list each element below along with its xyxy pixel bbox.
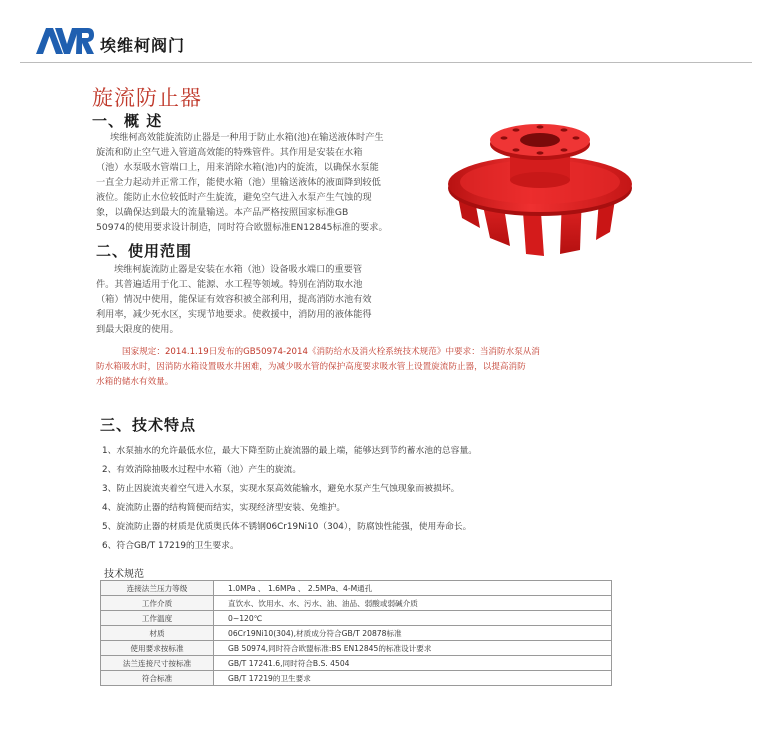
scope-paragraph — [96, 262, 416, 337]
table-row — [101, 626, 612, 641]
spec-table-title: 技术规范 — [104, 569, 144, 580]
table-row — [101, 656, 612, 671]
regulation-notice — [96, 345, 596, 390]
section-title-overview: 一、概 述 — [92, 112, 163, 130]
company-name: 埃维柯阀门 — [100, 36, 186, 55]
spec-key: 符合标准 — [101, 671, 214, 686]
scope-line: 件。其普遍适用于化工、能源、水工程等领域。特别在消防取水池 — [96, 279, 363, 290]
spec-value: 1.0MPa 、 1.6MPa 、 2.5MPa、4-M通孔 — [214, 581, 612, 596]
table-row — [101, 641, 612, 656]
header-divider — [20, 62, 752, 63]
overview-line: 旋流和防止空气进入管道高效能的特殊管件。其作用是安装在水箱 — [96, 147, 363, 158]
overview-line: （池）水泵吸水管端口上，用来消除水箱(池)内的旋流，以确保水泵能 — [96, 162, 379, 173]
spec-value: 06Cr19Ni10(304),材质成分符合GB/T 20878标准 — [214, 626, 612, 641]
table-row — [101, 671, 612, 686]
notice-line: 国家规定：2014.1.19日发布的GB50974-2014《消防给水及消火栓系统技术规范》中要求：当消防水泵从消 — [122, 347, 540, 357]
vortex-preventer-product-image — [440, 110, 640, 270]
features-list — [102, 442, 477, 556]
scope-line: 利用率，减少死水区，实现节地要求。使救援中，消防用的液体能得 — [96, 309, 372, 320]
spec-value: GB/T 17241.6,同时符合B.S. 4504 — [214, 656, 612, 671]
page-title: 旋流防止器 — [92, 86, 202, 110]
notice-line: 水箱的储水有效量。 — [96, 377, 174, 387]
overview-line: 一直全力起动并正常工作，能使水箱（池）里输送液体的液面降到较低 — [96, 177, 381, 188]
scope-line: 到最大限度的使用。 — [96, 324, 179, 335]
feature-item: 6、符合GB/T 17219的卫生要求。 — [102, 541, 239, 551]
feature-item: 3、防止因旋流夹着空气进入水泵，实现水泵高效能输水，避免水泵产生气蚀现象而被损坏。 — [102, 484, 460, 494]
spec-key: 工作温度 — [101, 611, 214, 626]
avr-logo — [36, 26, 94, 56]
overview-line: 液位。能防止水位较低时产生旋流，避免空气进入水泵产生气蚀的现 — [96, 192, 372, 203]
section-title-features: 三、技术特点 — [100, 416, 197, 434]
scope-line: 埃维柯旋流防止器是安装在水箱（池）设备吸水端口的重要管 — [114, 264, 363, 275]
spec-key: 法兰连接尺寸按标准 — [101, 656, 214, 671]
table-row — [101, 596, 612, 611]
spec-value: GB 50974,同时符合欧盟标准:BS EN12845的标准设计要求 — [214, 641, 612, 656]
header — [0, 0, 764, 62]
spec-key: 工作介质 — [101, 596, 214, 611]
feature-item: 5、旋流防止器的材质是优质奥氏体不锈钢06Cr19Ni10（304），防腐蚀性能强，使用寿命长。 — [102, 522, 472, 532]
scope-line: （箱）情况中使用，能保证有效容积被全部利用，提高消防水池有效 — [96, 294, 372, 305]
overview-line: 50974的使用要求设计制造，同时符合欧盟标准EN12845标准的要求。 — [96, 222, 388, 233]
section-title-scope: 二、使用范围 — [96, 242, 193, 260]
table-row — [101, 611, 612, 626]
overview-line: 象，以确保达到最大的流量输送。本产品严格按照国家标准GB — [96, 207, 349, 218]
overview-line: 埃维柯高效能旋流防止器是一种用于防止水箱(池)在输送液体时产生 — [110, 132, 384, 143]
spec-key: 材质 — [101, 626, 214, 641]
overview-paragraph — [96, 130, 416, 235]
feature-item: 1、水泵抽水的允许最低水位，最大下降至防止旋流器的最上端，能够达到节约蓄水池的总容量。 — [102, 446, 478, 456]
feature-item: 4、旋流防止器的结构简便而结实，实现经济型安装、免维护。 — [102, 503, 346, 513]
notice-line: 防水箱吸水时，因消防水箱设置吸水井困难，为减少吸水管的保护高度要求吸水管上设置旋流防止器，以提高消防 — [96, 362, 526, 372]
spec-value: 直饮水、饮用水、水、污水、油、油品、弱酸或弱碱介质 — [214, 596, 612, 611]
feature-item: 2、有效消除抽吸水过程中水箱（池）产生的旋流。 — [102, 465, 302, 475]
spec-value: GB/T 17219的卫生要求 — [214, 671, 612, 686]
spec-key: 连接法兰压力等级 — [101, 581, 214, 596]
spec-value: 0~120℃ — [214, 611, 612, 626]
spec-key: 使用要求按标准 — [101, 641, 214, 656]
spec-table — [100, 580, 612, 686]
table-row — [101, 581, 612, 596]
